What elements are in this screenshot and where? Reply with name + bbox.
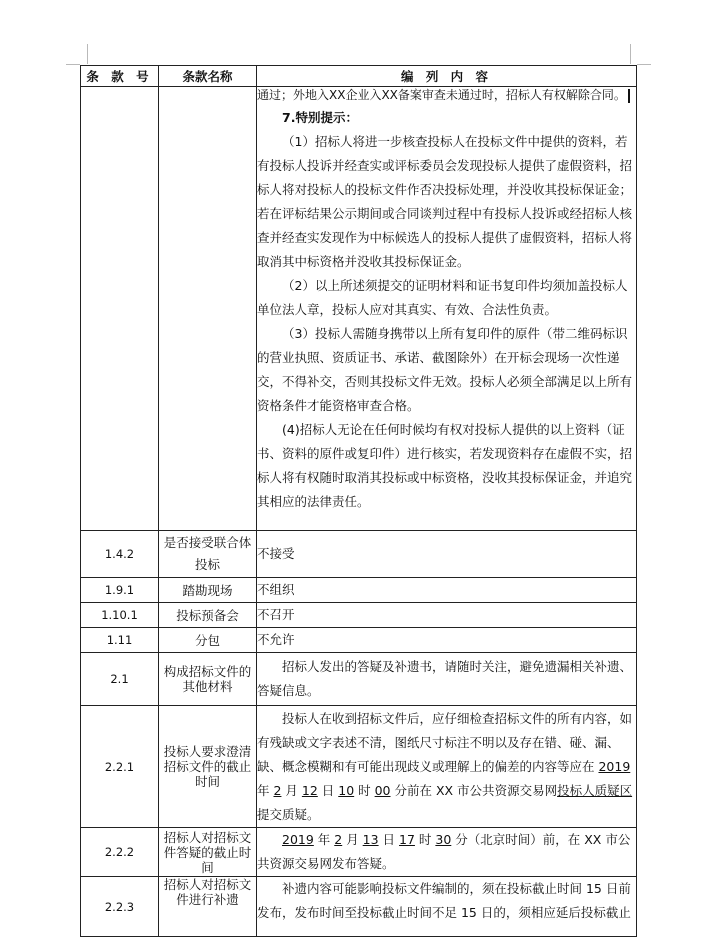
clause-content-cell: 不接受 [257,531,637,578]
clause-number-cell: 1.4.2 [81,531,159,578]
clause-name-cell: 招标人对招标文件进行补遗 [159,877,257,937]
paragraph: 投标人在收到招标文件后，应仔细检查招标文件的所有内容，如有残缺或文字表述不清，图纸尺寸标注不明以及存在错、碰、漏、缺、概念模糊和有可能出现歧义或理解上的偏差的内容等应在 2019 年 2 月 12 日 10 时 00 分前在 XX 市公共资源交易网投标人质疑区提交质疑。 [257,710,633,822]
crop-mark-top-left [87,44,88,64]
crop-mark-top-right [630,44,631,64]
hour-value: 10 [338,782,355,798]
header-clause-name: 条款名称 [159,66,257,87]
day-value: 12 [301,782,318,798]
clause-content-cell: 不允许 [257,628,637,653]
text-cursor [628,89,630,103]
table-row [81,531,637,578]
year-value: 2019 [598,758,631,774]
table-header-row [81,66,637,87]
clause-content-cell [257,87,637,531]
clause-content-cell [257,706,637,828]
clause-number-cell: 2.2.1 [81,706,159,828]
table-row [81,828,637,877]
table-row [81,87,637,531]
special-notice-title: 7.特别提示： [282,110,358,125]
month-value: 2 [334,832,343,847]
clause-name-cell: 是否接受联合体投标 [159,531,257,578]
header-clause-number: 条 款 号 [81,66,159,87]
paragraph: 通过；外地入XX企业入XX备案审查未通过时，招标人有权解除合同。 [257,87,636,103]
clause-content-cell [257,877,637,937]
hour-value: 17 [399,832,415,847]
paragraph: （2）以上所述须提交的证明材料和证书复印件均须加盖投标人单位法人章，投标人应对其真实、有效、合法性负责。 [257,278,628,317]
clause-name-cell: 投标预备会 [159,603,257,628]
bidder-query-link[interactable]: 投标人质疑区 [557,782,633,798]
clause-number-cell: 2.2.3 [81,877,159,937]
clause-name-cell: 构成招标文件的其他材料 [159,653,257,706]
year-value: 2019 [282,832,314,847]
paragraph: （1）招标人将进一步核查投标人在投标文件中提供的资料，若有投标人投诉并经查实或评标委员会发现投标人提供了虚假资料，招标人将对投标人的投标文件作否决投标处理，并没收其投标保证金；若在评标结果公示期间或合同谈判过程中有投标人投诉或经招标人核查并经查实发现作为中标候选人的投标人提供了虚假资料，招标人将取消其中标资格并没收其投标保证金。 [257,134,633,269]
month-value: 2 [273,782,282,798]
day-value: 13 [362,832,379,847]
clause-name-cell: 踏勘现场 [159,578,257,603]
table-row [81,653,637,706]
minute-value: 00 [374,782,391,798]
clause-number-cell: 2.1 [81,653,159,706]
clause-content-cell: 不组织 [257,578,637,603]
paragraph: （3）投标人需随身携带以上所有复印件的原件（带二维码标识的营业执照、资质证书、承诺、截图除外）在开标会现场一次性递交，不得补交，否则其投标文件无效。投标人必须全部满足以上所有资格条件才能资格审查合格。 [257,326,633,413]
clause-number-cell: 1.10.1 [81,603,159,628]
clause-content-cell [257,828,637,877]
clause-name-cell: 投标人要求澄清招标文件的截止时间 [159,706,257,828]
paragraph: 招标人发出的答疑及补遗书，请随时关注，避免遗漏相关补遗、答疑信息。 [257,659,633,698]
clause-name-cell: 分包 [159,628,257,653]
minute-value: 30 [435,832,452,847]
clause-content-cell: 不召开 [257,603,637,628]
clause-name-cell [159,87,257,531]
clause-content-cell [257,653,637,706]
crop-mark-left [66,64,80,65]
clause-number-cell: 1.11 [81,628,159,653]
paragraph: 2019 年 2 月 13 日 17 时 30 分（北京时间）前，在 XX 市公共资源交易网发布答疑。 [257,832,631,871]
header-content: 编 列 内 容 [257,66,637,87]
paragraph: (4)招标人无论在任何时候均有权对投标人提供的以上资料（证书、资料的原件或复印件）进行核实，若发现资料存在虚假不实，招标人将有权随时取消其投标或中标资格，没收其投标保证金，并追究其相应的法律责任。 [257,422,633,509]
table-row [81,877,637,937]
table-row [81,578,637,603]
crop-mark-right [637,64,651,65]
table-row [81,603,637,628]
clause-number-cell: 2.2.2 [81,828,159,877]
table-row [81,628,637,653]
clause-name-cell: 招标人对招标文件答疑的截止时间 [159,828,257,877]
table-row [81,706,637,828]
tender-clause-table [80,65,637,937]
clause-number-cell [81,87,159,531]
paragraph: 补遗内容可能影响投标文件编制的，须在投标截止时间 15 日前发布，发布时间至投标截止时间不足 15 日的，须相应延后投标截止 [257,881,631,920]
clause-number-cell: 1.9.1 [81,578,159,603]
